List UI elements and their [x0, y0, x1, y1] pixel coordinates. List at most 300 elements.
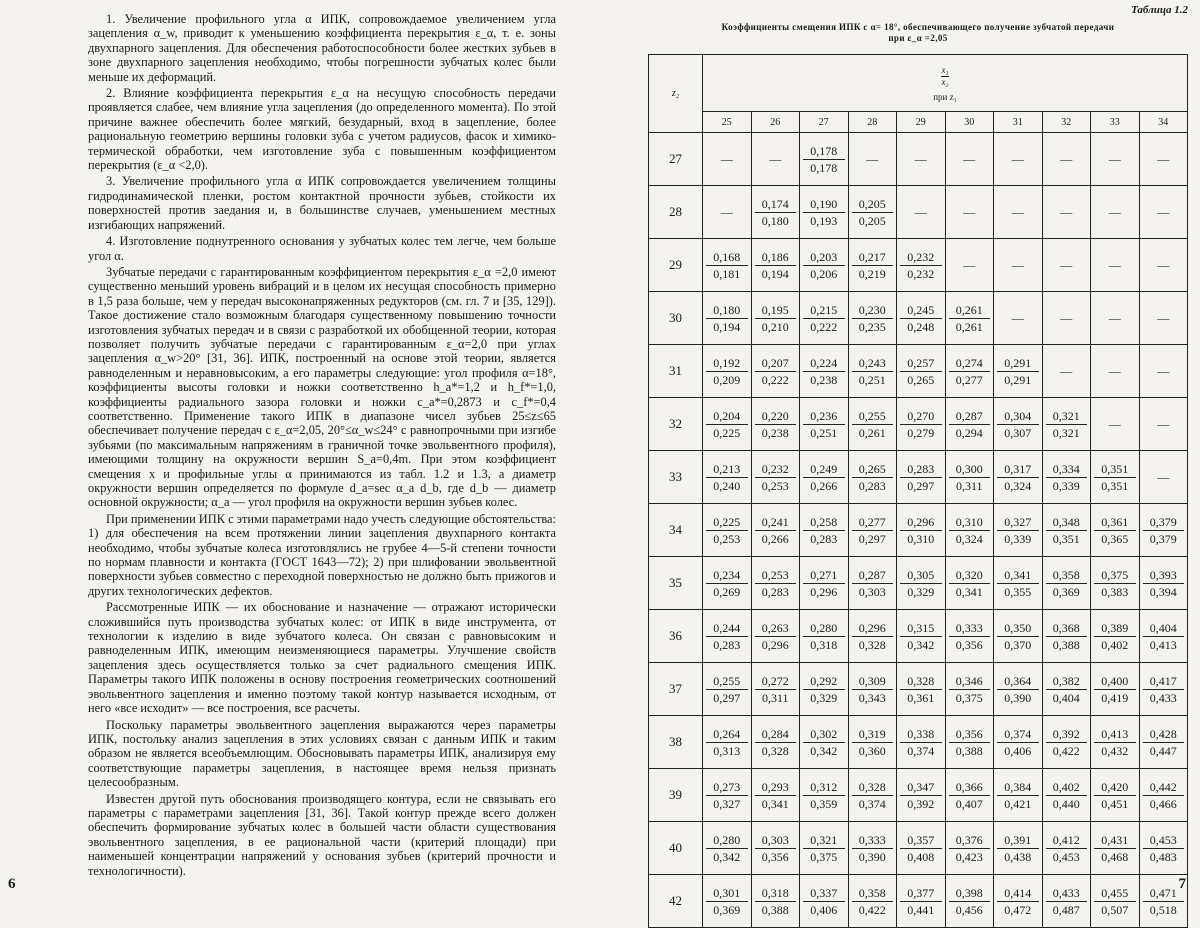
x2-value: 0,321	[1052, 425, 1080, 440]
x1-value: 0,195	[755, 302, 797, 319]
dash: —	[1108, 364, 1121, 378]
x2-value: 0,453	[1052, 849, 1080, 864]
x1-value: 0,319	[852, 726, 894, 743]
dash: —	[1060, 258, 1073, 272]
empty-cell	[1091, 239, 1140, 292]
x2-value: 0,311	[761, 690, 789, 705]
dash: —	[1108, 417, 1121, 431]
empty-cell	[1139, 345, 1188, 398]
x1-value: 0,317	[997, 461, 1039, 478]
x2-value: 0,440	[1052, 796, 1080, 811]
value-cell	[1139, 504, 1188, 557]
value-cell	[800, 610, 849, 663]
x2-value: 0,422	[1052, 743, 1080, 758]
value-cell	[945, 345, 994, 398]
value-cell	[703, 557, 752, 610]
page-number-right: 7	[1178, 876, 1186, 892]
x2-value: 0,392	[907, 796, 935, 811]
x1-value: 0,374	[997, 726, 1039, 743]
dash: —	[914, 205, 927, 219]
x2-value: 0,375	[810, 849, 838, 864]
value-cell	[848, 398, 897, 451]
x1-value: 0,213	[706, 461, 748, 478]
x1-value: 0,320	[949, 567, 991, 584]
value-cell	[1042, 610, 1091, 663]
x1-value: 0,224	[803, 355, 845, 372]
empty-cell	[1091, 345, 1140, 398]
x1-value: 0,321	[1046, 408, 1088, 425]
value-cell	[994, 398, 1043, 451]
dash: —	[1060, 152, 1073, 166]
x2-value: 0,388	[1052, 637, 1080, 652]
x2-value: 0,277	[955, 372, 983, 387]
value-cell	[800, 239, 849, 292]
x2-value: 0,390	[858, 849, 886, 864]
header-fraction	[703, 55, 1188, 112]
paragraph: 3. Увеличение профильного угла α ИПК сопровождается увеличением толщины гидродинамической пленки, ростом контактной прочности зубьев, стойкости их поверхностей против заедания и, в большинстве случаев, уменьшением местных изгибающих напряжений.	[88, 174, 556, 232]
x1-value: 0,337	[803, 885, 845, 902]
z2-cell: 40	[649, 822, 703, 875]
empty-cell	[945, 133, 994, 186]
dash: —	[1060, 311, 1073, 325]
table-row	[649, 186, 1188, 239]
dash: —	[1157, 152, 1170, 166]
x2-value: 0,193	[810, 213, 838, 228]
value-cell	[751, 875, 800, 928]
x1-value: 0,232	[755, 461, 797, 478]
x2-value: 0,329	[907, 584, 935, 599]
empty-cell	[994, 292, 1043, 345]
x2-value: 0,466	[1149, 796, 1177, 811]
x1-value: 0,376	[949, 832, 991, 849]
x1-value: 0,220	[755, 408, 797, 425]
value-cell	[1139, 610, 1188, 663]
value-cell	[1042, 822, 1091, 875]
value-cell	[800, 504, 849, 557]
x1-value: 0,377	[900, 885, 942, 902]
z2-header: z₂	[649, 55, 703, 133]
x2-value: 0,388	[761, 902, 789, 917]
paragraph: 1. Увеличение профильного угла α ИПК, сопровождаемое увеличением угла зацепления α_w, приводит к уменьшению коэффициента перекрытия ε_α, т. е. зоны двухпарного зацепления. Для обеспечения работоспособности более жестких зубьев в зоне двухпарного зацепления необходимо, чтобы погрешности зубчатых колес были меньше их деформаций.	[88, 12, 556, 84]
x1-value: 0,420	[1094, 779, 1136, 796]
x1-value: 0,178	[803, 143, 845, 160]
value-cell	[703, 822, 752, 875]
x1-value: 0,280	[803, 620, 845, 637]
dash: —	[1011, 258, 1024, 272]
z2-cell: 30	[649, 292, 703, 345]
x2-value: 0,318	[810, 637, 838, 652]
x2-value: 0,369	[1052, 584, 1080, 599]
dash: —	[1011, 152, 1024, 166]
value-cell	[848, 292, 897, 345]
value-cell	[1091, 716, 1140, 769]
z2-cell: 36	[649, 610, 703, 663]
empty-cell	[1042, 239, 1091, 292]
x2-value: 0,361	[907, 690, 935, 705]
empty-cell	[1139, 451, 1188, 504]
x2-value: 0,265	[907, 372, 935, 387]
value-cell	[1042, 769, 1091, 822]
x2-value: 0,279	[907, 425, 935, 440]
x2-value: 0,238	[810, 372, 838, 387]
value-cell	[800, 822, 849, 875]
x2-value: 0,240	[713, 478, 741, 493]
x1-value: 0,272	[755, 673, 797, 690]
value-cell	[994, 822, 1043, 875]
value-cell	[1139, 557, 1188, 610]
x2-value: 0,356	[955, 637, 983, 652]
z2-cell: 37	[649, 663, 703, 716]
value-cell	[703, 875, 752, 928]
value-cell	[848, 610, 897, 663]
value-cell	[800, 186, 849, 239]
value-cell	[994, 769, 1043, 822]
x1-value: 0,455	[1094, 885, 1136, 902]
dash: —	[769, 152, 782, 166]
x2-value: 0,402	[1101, 637, 1129, 652]
x1-value: 0,375	[1094, 567, 1136, 584]
value-cell	[703, 398, 752, 451]
x2-value: 0,351	[1101, 478, 1129, 493]
x2-value: 0,297	[858, 531, 886, 546]
x2-value: 0,266	[761, 531, 789, 546]
x2-value: 0,307	[1004, 425, 1032, 440]
value-cell	[1042, 504, 1091, 557]
x2-value: 0,294	[955, 425, 983, 440]
x2-value: 0,419	[1101, 690, 1129, 705]
x1-value: 0,404	[1143, 620, 1185, 637]
x2-value: 0,341	[955, 584, 983, 599]
value-cell	[1042, 716, 1091, 769]
x2-value: 0,253	[713, 531, 741, 546]
dash: —	[720, 205, 733, 219]
z1-header-cell: 27	[800, 112, 849, 133]
x1-value: 0,318	[755, 885, 797, 902]
value-cell	[800, 133, 849, 186]
value-cell	[1091, 875, 1140, 928]
value-cell	[751, 769, 800, 822]
dash: —	[720, 152, 733, 166]
table-row	[649, 239, 1188, 292]
x2-value: 0,324	[1004, 478, 1032, 493]
x1-value: 0,302	[803, 726, 845, 743]
x2-value: 0,209	[713, 372, 741, 387]
x2-value: 0,194	[761, 266, 789, 281]
dash: —	[1060, 364, 1073, 378]
x2-value: 0,283	[810, 531, 838, 546]
x2-value: 0,311	[955, 478, 983, 493]
x2-value: 0,342	[907, 637, 935, 652]
value-cell	[1042, 398, 1091, 451]
x2-value: 0,296	[810, 584, 838, 599]
dash: —	[963, 258, 976, 272]
x1-value: 0,236	[803, 408, 845, 425]
table-row	[649, 610, 1188, 663]
x2-value: 0,283	[713, 637, 741, 652]
value-cell	[1091, 504, 1140, 557]
x2-value: 0,339	[1004, 531, 1032, 546]
x2-value: 0,432	[1101, 743, 1129, 758]
value-cell	[848, 769, 897, 822]
x2-value: 0,297	[713, 690, 741, 705]
x2-value: 0,297	[907, 478, 935, 493]
x2-value: 0,383	[1101, 584, 1129, 599]
x2-value: 0,472	[1004, 902, 1032, 917]
x1-value: 0,304	[997, 408, 1039, 425]
value-cell	[751, 504, 800, 557]
x2-value: 0,447	[1149, 743, 1177, 758]
value-cell	[1091, 451, 1140, 504]
x1-value: 0,348	[1046, 514, 1088, 531]
x1-value: 0,205	[852, 196, 894, 213]
x1-value: 0,230	[852, 302, 894, 319]
x1-value: 0,168	[706, 249, 748, 266]
value-cell	[945, 610, 994, 663]
x2-value: 0,351	[1052, 531, 1080, 546]
x1-value: 0,347	[900, 779, 942, 796]
x1-value: 0,241	[755, 514, 797, 531]
value-cell	[848, 875, 897, 928]
value-cell	[800, 663, 849, 716]
value-cell	[703, 451, 752, 504]
x1-value: 0,258	[803, 514, 845, 531]
x1-value: 0,357	[900, 832, 942, 849]
x1-value: 0,265	[852, 461, 894, 478]
x2-value: 0,341	[761, 796, 789, 811]
x2-value: 0,422	[858, 902, 886, 917]
x1-value: 0,431	[1094, 832, 1136, 849]
x1-value: 0,338	[900, 726, 942, 743]
x1-value: 0,433	[1046, 885, 1088, 902]
value-cell	[703, 663, 752, 716]
value-cell	[897, 557, 946, 610]
z1-header-cell: 31	[994, 112, 1043, 133]
value-cell	[800, 557, 849, 610]
x1-value: 0,305	[900, 567, 942, 584]
value-cell	[751, 610, 800, 663]
z1-header-cell: 33	[1091, 112, 1140, 133]
x2-value: 0,456	[955, 902, 983, 917]
z2-cell: 32	[649, 398, 703, 451]
x1-value: 0,333	[852, 832, 894, 849]
x2-value: 0,404	[1052, 690, 1080, 705]
dash: —	[1060, 205, 1073, 219]
x1-value: 0,382	[1046, 673, 1088, 690]
value-cell	[703, 610, 752, 663]
x1-value: 0,428	[1143, 726, 1185, 743]
x1-value: 0,215	[803, 302, 845, 319]
x2-value: 0,441	[907, 902, 935, 917]
value-cell	[703, 716, 752, 769]
x1-value: 0,253	[755, 567, 797, 584]
x1-value: 0,321	[803, 832, 845, 849]
x1-value: 0,389	[1094, 620, 1136, 637]
value-cell	[751, 186, 800, 239]
x2-value: 0,433	[1149, 690, 1177, 705]
z1-header-cell: 26	[751, 112, 800, 133]
x1-value: 0,341	[997, 567, 1039, 584]
table-row	[649, 345, 1188, 398]
x2-value: 0,291	[1004, 372, 1032, 387]
value-cell	[994, 504, 1043, 557]
value-cell	[800, 875, 849, 928]
body-text	[88, 12, 556, 878]
empty-cell	[945, 186, 994, 239]
x1-value: 0,273	[706, 779, 748, 796]
x1-value: 0,301	[706, 885, 748, 902]
x1-value: 0,328	[852, 779, 894, 796]
x2-value: 0,451	[1101, 796, 1129, 811]
empty-cell	[994, 239, 1043, 292]
value-cell	[1042, 451, 1091, 504]
value-cell	[751, 557, 800, 610]
x2-value: 0,394	[1149, 584, 1177, 599]
x1-value: 0,293	[755, 779, 797, 796]
value-cell	[751, 822, 800, 875]
value-cell	[945, 504, 994, 557]
x2-value: 0,303	[858, 584, 886, 599]
value-cell	[945, 822, 994, 875]
table-label: Таблица 1.2	[1131, 4, 1188, 16]
value-cell	[994, 557, 1043, 610]
z1-header-cell: 28	[848, 112, 897, 133]
x2-value: 0,365	[1101, 531, 1129, 546]
value-cell	[945, 557, 994, 610]
empty-cell	[897, 186, 946, 239]
value-cell	[994, 345, 1043, 398]
value-cell	[1139, 663, 1188, 716]
x2-value: 0,269	[713, 584, 741, 599]
z2-cell: 28	[649, 186, 703, 239]
x1-value: 0,310	[949, 514, 991, 531]
x1-value: 0,384	[997, 779, 1039, 796]
x1-value: 0,270	[900, 408, 942, 425]
x1-value: 0,257	[900, 355, 942, 372]
x1-value: 0,264	[706, 726, 748, 743]
value-cell	[897, 504, 946, 557]
z2-cell: 29	[649, 239, 703, 292]
value-cell	[1091, 557, 1140, 610]
x2-value: 0,261	[858, 425, 886, 440]
coefficient-table	[648, 54, 1188, 928]
x1-value: 0,366	[949, 779, 991, 796]
x1-value: 0,358	[1046, 567, 1088, 584]
x1-value: 0,249	[803, 461, 845, 478]
x2-value: 0,359	[810, 796, 838, 811]
value-cell	[1139, 769, 1188, 822]
x2-value: 0,507	[1101, 902, 1129, 917]
value-cell	[703, 504, 752, 557]
table-row	[649, 133, 1188, 186]
x2-value: 0,343	[858, 690, 886, 705]
left-page	[0, 0, 600, 901]
value-cell	[703, 292, 752, 345]
value-cell	[751, 345, 800, 398]
value-cell	[800, 398, 849, 451]
x1-value: 0,255	[852, 408, 894, 425]
x2-value: 0,180	[761, 213, 789, 228]
x1-value: 0,204	[706, 408, 748, 425]
x1-value: 0,391	[997, 832, 1039, 849]
value-cell	[848, 663, 897, 716]
value-cell	[848, 451, 897, 504]
x2-value: 0,342	[713, 849, 741, 864]
empty-cell	[1139, 239, 1188, 292]
x2-value: 0,266	[810, 478, 838, 493]
x1-value: 0,453	[1143, 832, 1185, 849]
x2-value: 0,283	[761, 584, 789, 599]
x1-value: 0,207	[755, 355, 797, 372]
x2-value: 0,406	[810, 902, 838, 917]
x2-value: 0,248	[907, 319, 935, 334]
x1-value: 0,364	[997, 673, 1039, 690]
value-cell	[897, 610, 946, 663]
value-cell	[1139, 822, 1188, 875]
x1-value: 0,217	[852, 249, 894, 266]
paragraph: 2. Влияние коэффициента перекрытия ε_α на несущую способность передачи проявляется слабее, чем влияние угла зацепления (до определенного момента). По этой причине важнее обеспечить более мягкий, безударный, вход в зацепление, более рациональную геометрию вершины головки зуба с учетом радиусов, фасок и химико-термической обработки, чем изготовление зуба с повышенным коэффициентом перекрытия (ε_α <2,0).	[88, 86, 556, 173]
value-cell	[848, 345, 897, 398]
value-cell	[1091, 610, 1140, 663]
x1-value: 0,234	[706, 567, 748, 584]
value-cell	[751, 239, 800, 292]
x1-value: 0,180	[706, 302, 748, 319]
x1-value: 0,280	[706, 832, 748, 849]
value-cell	[703, 769, 752, 822]
x2-value: 0,327	[713, 796, 741, 811]
x2-value: 0,222	[761, 372, 789, 387]
empty-cell	[1091, 133, 1140, 186]
table-caption-line1: Коэффициенты смещения ИПК с α= 18°, обеспечивающего получение зубчатой передачи	[721, 22, 1115, 32]
x2-value: 0,423	[955, 849, 983, 864]
empty-cell	[897, 133, 946, 186]
value-cell	[1139, 716, 1188, 769]
x1-value: 0,232	[900, 249, 942, 266]
dash: —	[1011, 311, 1024, 325]
table-row	[649, 292, 1188, 345]
dash: —	[1108, 152, 1121, 166]
value-cell	[945, 398, 994, 451]
x2-value: 0,390	[1004, 690, 1032, 705]
x2-value: 0,219	[858, 266, 886, 281]
z2-cell: 35	[649, 557, 703, 610]
z1-header-cell: 25	[703, 112, 752, 133]
x1-value: 0,400	[1094, 673, 1136, 690]
paragraph: Рассмотренные ИПК — их обоснование и назначение — отражают исторически сложившийся путь производства зубчатых колес: от ИПК в виде инструмента, от технологии к изделию в виде зубчатого колеса. Он связан с равновысоким и равноделенным ИПК, имеющим неизменяющиеся параметры. Улучшение свойств зацепления здесь осуществляется только за счет радиального смещения ИПК. Параметры такого ИПК положены в основу построения геометрических соотношений эвольвентного зацепления и именно поэтому такой контур называется исходным, от него «все исходит» — все построения, все расчеты.	[88, 600, 556, 716]
value-cell	[1042, 557, 1091, 610]
x2-value: 0,369	[713, 902, 741, 917]
x2-value: 0,178	[810, 160, 838, 175]
x1-value: 0,287	[949, 408, 991, 425]
header-frac-num: x₁	[941, 64, 949, 75]
dash: —	[866, 152, 879, 166]
x1-value: 0,296	[852, 620, 894, 637]
x2-value: 0,388	[955, 743, 983, 758]
page-number-left: 6	[8, 876, 16, 892]
empty-cell	[703, 186, 752, 239]
x1-value: 0,328	[900, 673, 942, 690]
table-body	[649, 133, 1188, 928]
x1-value: 0,245	[900, 302, 942, 319]
x2-value: 0,375	[955, 690, 983, 705]
empty-cell	[751, 133, 800, 186]
x2-value: 0,261	[955, 319, 983, 334]
header-pri: при z₁	[933, 91, 957, 102]
table-row	[649, 716, 1188, 769]
x2-value: 0,205	[858, 213, 886, 228]
dash: —	[1157, 205, 1170, 219]
x1-value: 0,274	[949, 355, 991, 372]
x2-value: 0,283	[858, 478, 886, 493]
